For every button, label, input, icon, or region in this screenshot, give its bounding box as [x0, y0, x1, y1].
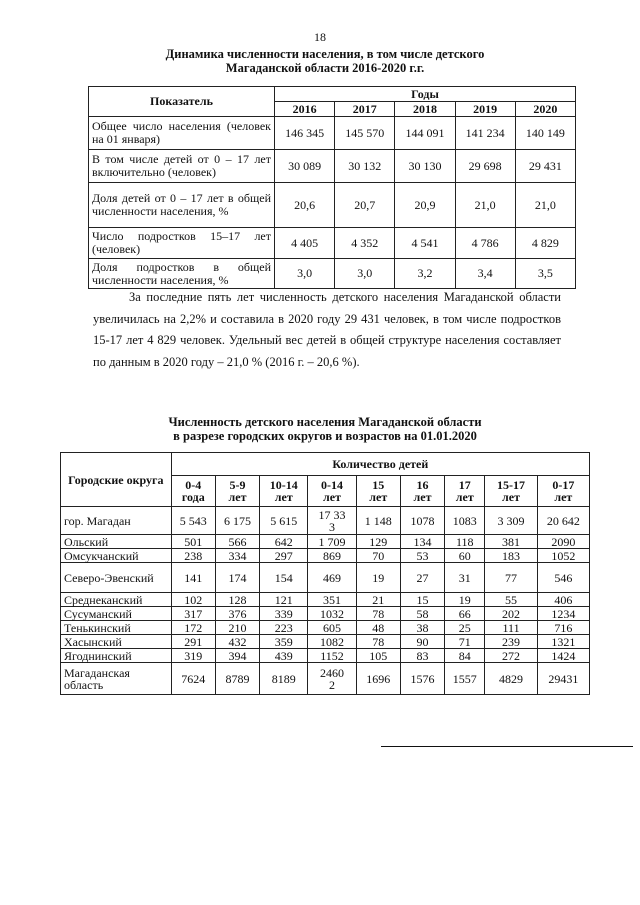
count-cell: 31: [445, 563, 485, 593]
age-group-header: [171, 476, 215, 507]
value-cell: 141 234: [455, 117, 515, 150]
count-cell: 53: [400, 549, 444, 563]
count-cell: 6 175: [215, 507, 259, 535]
count-cell: 84: [445, 649, 485, 663]
row-label: В том числе детей от 0 – 17 лет включительно (человек): [89, 150, 275, 183]
header-child-count: Количество детей: [171, 453, 589, 476]
age-range: 0-17: [552, 478, 575, 492]
count-cell: 55: [485, 593, 537, 607]
page-number: 18: [314, 30, 326, 44]
age-group-header: [400, 476, 444, 507]
age-range: 17: [458, 478, 471, 492]
count-cell: 5 543: [171, 507, 215, 535]
count-cell: 15: [400, 593, 444, 607]
count-cell: 359: [260, 635, 308, 649]
count-cell: 19: [445, 593, 485, 607]
count-cell: 317: [171, 607, 215, 621]
age-unit: года: [181, 490, 205, 504]
table1-title-line1: Динамика численности населения, в том числе детского: [165, 47, 485, 61]
value-cell: 30 132: [335, 150, 395, 183]
value-cell: 20,9: [395, 183, 455, 228]
count-cell: 1052: [537, 549, 589, 563]
table-row: [61, 549, 590, 563]
count-cell: 334: [215, 549, 259, 563]
count-cell: 1321: [537, 635, 589, 649]
header-years: Годы: [275, 87, 576, 102]
table2-title-line2: в разрезе городских округов и возрастов на 01.01.2020: [173, 429, 477, 443]
age-group-header: [215, 476, 259, 507]
value-cell: 21,0: [455, 183, 515, 228]
age-unit: лет: [228, 490, 247, 504]
count-cell: 605: [308, 621, 356, 635]
count-cell: 70: [356, 549, 400, 563]
value-cell: 4 405: [275, 228, 335, 259]
district-name: Ольский: [61, 535, 172, 549]
table-row: [61, 663, 590, 695]
count-cell: 1082: [308, 635, 356, 649]
count-cell: 17 333: [308, 507, 356, 535]
age-group-header: [260, 476, 308, 507]
age-range: 15: [372, 478, 385, 492]
count-cell: 58: [400, 607, 444, 621]
count-cell: 1152: [308, 649, 356, 663]
age-group-header: [308, 476, 356, 507]
count-cell: 118: [445, 535, 485, 549]
count-cell: 3 309: [485, 507, 537, 535]
table-row: [61, 607, 590, 621]
value-cell: 3,5: [515, 259, 575, 289]
count-cell: 2090: [537, 535, 589, 549]
count-cell: 1 709: [308, 535, 356, 549]
age-unit: лет: [554, 490, 573, 504]
count-cell: 102: [171, 593, 215, 607]
count-cell: 19: [356, 563, 400, 593]
count-cell: 297: [260, 549, 308, 563]
count-cell: 1576: [400, 663, 444, 695]
value-cell: 145 570: [335, 117, 395, 150]
age-range: 16: [416, 478, 429, 492]
count-cell: 223: [260, 621, 308, 635]
count-cell: 1234: [537, 607, 589, 621]
district-name: Северо-Эвенский: [61, 563, 172, 593]
count-cell: 21: [356, 593, 400, 607]
table-row: [89, 259, 576, 289]
count-cell: 4829: [485, 663, 537, 695]
age-group-header: [445, 476, 485, 507]
count-cell: 376: [215, 607, 259, 621]
count-cell: 546: [537, 563, 589, 593]
table-row: [61, 649, 590, 663]
count-cell: 202: [485, 607, 537, 621]
table2-title-line1: Численность детского населения Магаданской области: [168, 415, 482, 429]
count-cell: 1424: [537, 649, 589, 663]
count-cell: 394: [215, 649, 259, 663]
count-cell: 5 615: [260, 507, 308, 535]
table-row: [61, 563, 590, 593]
age-unit: лет: [455, 490, 474, 504]
count-cell: 406: [537, 593, 589, 607]
count-cell: 183: [485, 549, 537, 563]
count-cell: 869: [308, 549, 356, 563]
count-cell: 172: [171, 621, 215, 635]
age-range: 15-17: [497, 478, 526, 492]
count-cell: 38: [400, 621, 444, 635]
value-cell: 146 345: [275, 117, 335, 150]
year-header: 2018: [395, 102, 455, 117]
count-cell: 77: [485, 563, 537, 593]
count-cell: 20 642: [537, 507, 589, 535]
count-cell: 174: [215, 563, 259, 593]
value-cell: 29 431: [515, 150, 575, 183]
count-cell: 238: [171, 549, 215, 563]
header-indicator: Показатель: [89, 87, 275, 117]
header-district: Городские округа: [61, 453, 172, 507]
children-by-district-table: [60, 452, 590, 695]
year-header: 2019: [455, 102, 515, 117]
count-cell: 566: [215, 535, 259, 549]
age-group-header: [356, 476, 400, 507]
count-cell: 469: [308, 563, 356, 593]
count-cell: 27: [400, 563, 444, 593]
count-cell: 239: [485, 635, 537, 649]
count-cell: 105: [356, 649, 400, 663]
table-row: [61, 507, 590, 535]
population-dynamics-table: [88, 86, 576, 289]
count-cell: 439: [260, 649, 308, 663]
count-cell: 501: [171, 535, 215, 549]
table-row: [61, 593, 590, 607]
count-cell: 90: [400, 635, 444, 649]
value-cell: 20,6: [275, 183, 335, 228]
table-row: [89, 228, 576, 259]
summary-paragraph: За последние пять лет численность детского населения Магаданской области увеличилась на 2,2% и составила в 2020 году 29 431 человек, в том числе подростков 15-17 лет 4 829 человек. Удельный вес детей в общей структуре населения составляет по данным в 2020 году – 21,0 % (2016 г. – 20,6 %).: [93, 290, 561, 369]
count-cell: 339: [260, 607, 308, 621]
table2-title: [60, 415, 590, 443]
count-cell: 8789: [215, 663, 259, 695]
count-cell: 48: [356, 621, 400, 635]
count-cell: 25: [445, 621, 485, 635]
count-cell: 78: [356, 635, 400, 649]
value-cell: 21,0: [515, 183, 575, 228]
age-group-header: [485, 476, 537, 507]
count-cell: 1032: [308, 607, 356, 621]
count-cell: 716: [537, 621, 589, 635]
value-cell: 30 130: [395, 150, 455, 183]
count-cell: 210: [215, 621, 259, 635]
count-cell: 1078: [400, 507, 444, 535]
row-label: Число подростков 15–17 лет (человек): [89, 228, 275, 259]
count-cell: 24602: [308, 663, 356, 695]
age-range: 0-4: [185, 478, 202, 492]
count-cell: 129: [356, 535, 400, 549]
age-unit: лет: [502, 490, 520, 504]
table-row: [89, 117, 576, 150]
table-row: [61, 535, 590, 549]
count-cell: 1557: [445, 663, 485, 695]
count-cell: 7624: [171, 663, 215, 695]
count-cell: 291: [171, 635, 215, 649]
count-cell: 642: [260, 535, 308, 549]
count-cell: 432: [215, 635, 259, 649]
count-cell: 29431: [537, 663, 589, 695]
count-cell: 1696: [356, 663, 400, 695]
district-name: Хасынский: [61, 635, 172, 649]
count-cell: 134: [400, 535, 444, 549]
count-cell: 128: [215, 593, 259, 607]
count-cell: 351: [308, 593, 356, 607]
count-cell: 66: [445, 607, 485, 621]
count-cell: 71: [445, 635, 485, 649]
value-cell: 29 698: [455, 150, 515, 183]
value-cell: 4 786: [455, 228, 515, 259]
year-header: 2020: [515, 102, 575, 117]
district-name: Ягоднинский: [61, 649, 172, 663]
count-cell: 381: [485, 535, 537, 549]
row-label: Доля детей от 0 – 17 лет в общей численности населения, %: [89, 183, 275, 228]
district-name: Магаданская область: [61, 663, 172, 695]
age-range: 0-14: [321, 478, 344, 492]
age-unit: лет: [413, 490, 432, 504]
count-cell: 60: [445, 549, 485, 563]
row-label: Доля подростков в общей численности населения, %: [89, 259, 275, 289]
table-row: [61, 635, 590, 649]
value-cell: 30 089: [275, 150, 335, 183]
value-cell: 3,4: [455, 259, 515, 289]
value-cell: 144 091: [395, 117, 455, 150]
district-name: гор. Магадан: [61, 507, 172, 535]
table-row: [89, 150, 576, 183]
year-header: 2017: [335, 102, 395, 117]
age-unit: лет: [274, 490, 293, 504]
table-row: [61, 621, 590, 635]
count-cell: 111: [485, 621, 537, 635]
age-unit: лет: [369, 490, 388, 504]
district-name: Среднеканский: [61, 593, 172, 607]
year-header: 2016: [275, 102, 335, 117]
age-range: 10-14: [269, 478, 298, 492]
age-group-header: [537, 476, 589, 507]
count-cell: 1083: [445, 507, 485, 535]
bottom-rule: [381, 746, 633, 747]
value-cell: 4 541: [395, 228, 455, 259]
district-name: Сусуманский: [61, 607, 172, 621]
value-cell: 3,0: [275, 259, 335, 289]
value-cell: 4 352: [335, 228, 395, 259]
table-row: [89, 183, 576, 228]
table1-title-line2: Магаданской области 2016-2020 г.г.: [225, 61, 425, 75]
count-cell: 154: [260, 563, 308, 593]
value-cell: 3,0: [335, 259, 395, 289]
age-range: 5-9: [229, 478, 246, 492]
table1-title: [60, 47, 590, 75]
count-cell: 272: [485, 649, 537, 663]
row-label: Общее число населения (человек на 01 января): [89, 117, 275, 150]
district-name: Тенькинский: [61, 621, 172, 635]
count-cell: 141: [171, 563, 215, 593]
value-cell: 3,2: [395, 259, 455, 289]
count-cell: 319: [171, 649, 215, 663]
count-cell: 1 148: [356, 507, 400, 535]
age-unit: лет: [323, 490, 341, 504]
count-cell: 121: [260, 593, 308, 607]
count-cell: 8189: [260, 663, 308, 695]
count-cell: 83: [400, 649, 444, 663]
district-name: Омсукчанский: [61, 549, 172, 563]
value-cell: 140 149: [515, 117, 575, 150]
value-cell: 4 829: [515, 228, 575, 259]
value-cell: 20,7: [335, 183, 395, 228]
count-cell: 78: [356, 607, 400, 621]
